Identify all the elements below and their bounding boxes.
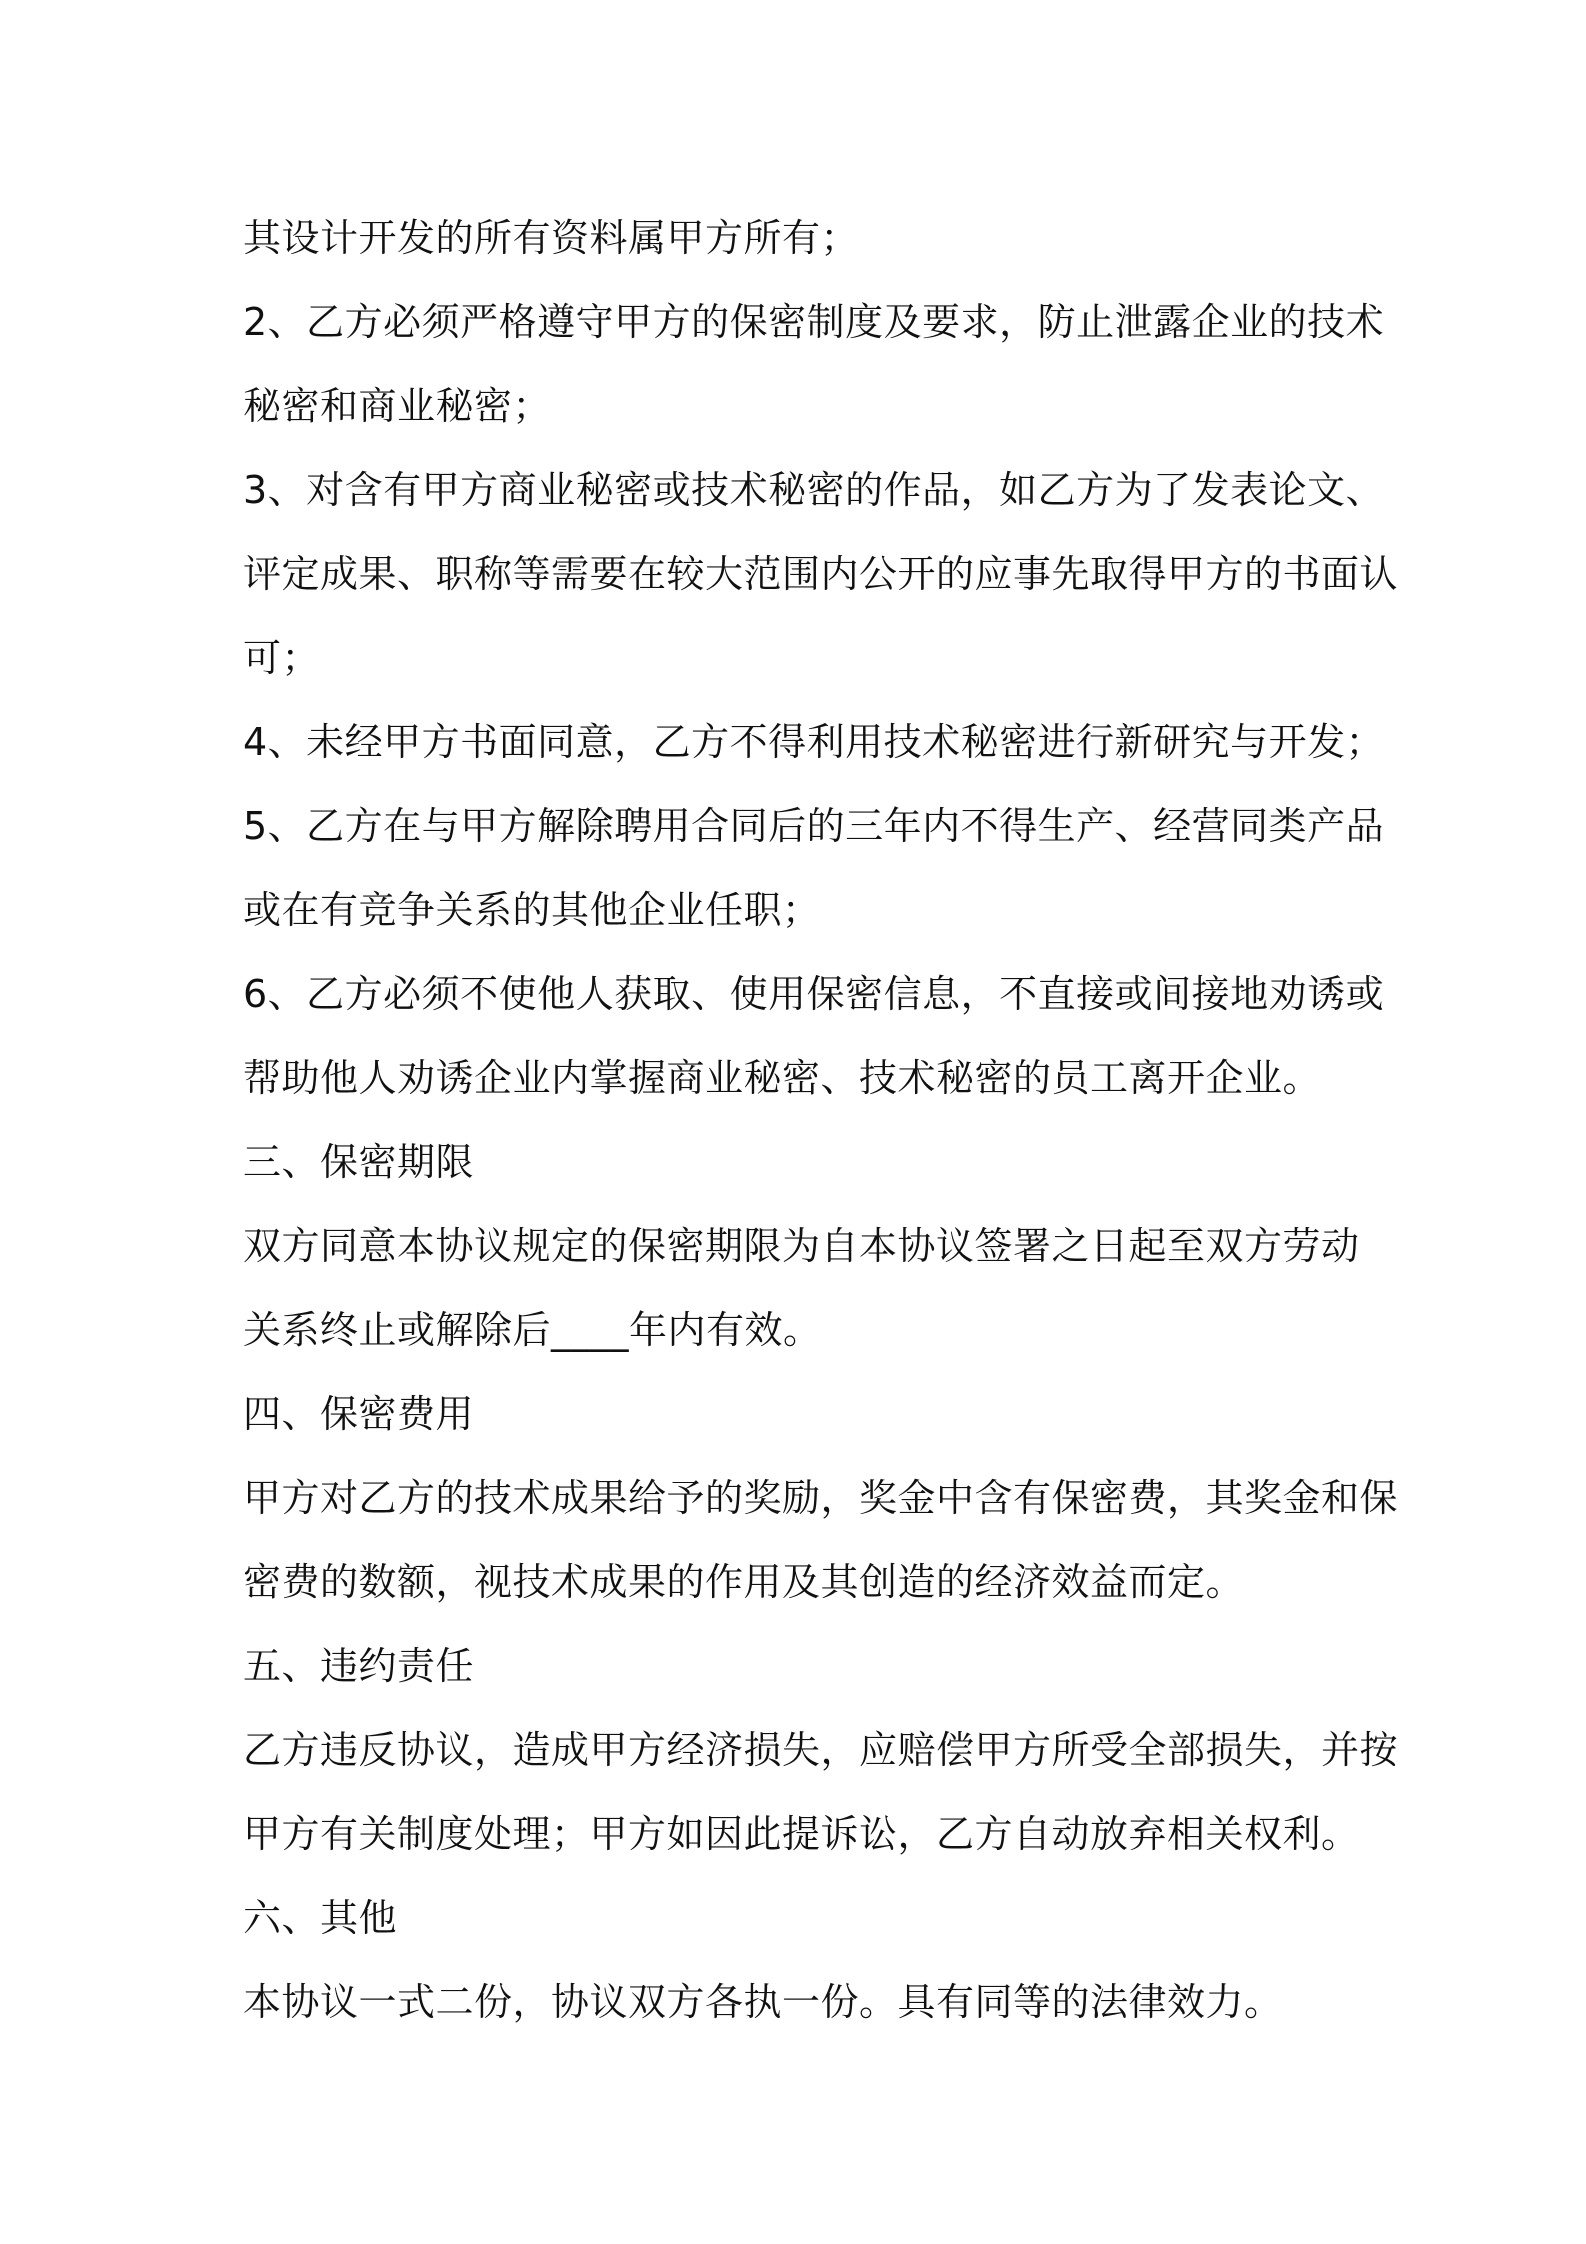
clause-6-line-2: 帮助他人劝诱企业内掌握商业秘密、技术秘密的员工离开企业。	[243, 1056, 1322, 1100]
section-3-line-1: 双方同意本协议规定的保密期限为自本协议签署之日起至双方劳动	[243, 1224, 1360, 1268]
section-4-line-2: 密费的数额，视技术成果的作用及其创造的经济效益而定。	[243, 1560, 1245, 1604]
clause-3-line-2: 评定成果、职称等需要在较大范围内公开的应事先取得甲方的书面认	[243, 552, 1399, 596]
section-5-line-2: 甲方有关制度处理；甲方如因此提诉讼，乙方自动放弃相关权利。	[243, 1812, 1360, 1856]
clause-3-line-3: 可；	[243, 636, 321, 680]
section-6-line-1: 本协议一式二份，协议双方各执一份。具有同等的法律效力。	[243, 1980, 1283, 2024]
section-4-line-1: 甲方对乙方的技术成果给予的奖励，奖金中含有保密费，其奖金和保	[243, 1476, 1399, 1520]
clause-2-line-2: 秘密和商业秘密；	[243, 384, 552, 428]
clause-4-line-1: 4、未经甲方书面同意，乙方不得利用技术秘密进行新研究与开发；	[243, 720, 1385, 764]
clause-3-line-1: 3、对含有甲方商业秘密或技术秘密的作品，如乙方为了发表论文、	[243, 468, 1385, 512]
clause-5-line-1: 5、乙方在与甲方解除聘用合同后的三年内不得生产、经营同类产品	[243, 804, 1385, 848]
clause-5-line-2: 或在有竞争关系的其他企业任职；	[243, 888, 821, 932]
section-3-heading: 三、保密期限	[243, 1140, 475, 1184]
clause-6-line-1: 6、乙方必须不使他人获取、使用保密信息，不直接或间接地劝诱或	[243, 972, 1385, 1016]
section-6-heading: 六、其他	[243, 1896, 398, 1940]
section-5-heading: 五、违约责任	[243, 1644, 475, 1688]
section-4-heading: 四、保密费用	[243, 1392, 475, 1436]
clause-1-continuation: 其设计开发的所有资料属甲方所有；	[243, 216, 860, 260]
clause-2-line-1: 2、乙方必须严格遵守甲方的保密制度及要求，防止泄露企业的技术	[243, 300, 1385, 344]
document-body	[243, 196, 1399, 2044]
section-5-line-1: 乙方违反协议，造成甲方经济损失，应赔偿甲方所受全部损失，并按	[243, 1728, 1399, 1772]
section-3-line-2: 关系终止或解除后____年内有效。	[243, 1308, 822, 1352]
